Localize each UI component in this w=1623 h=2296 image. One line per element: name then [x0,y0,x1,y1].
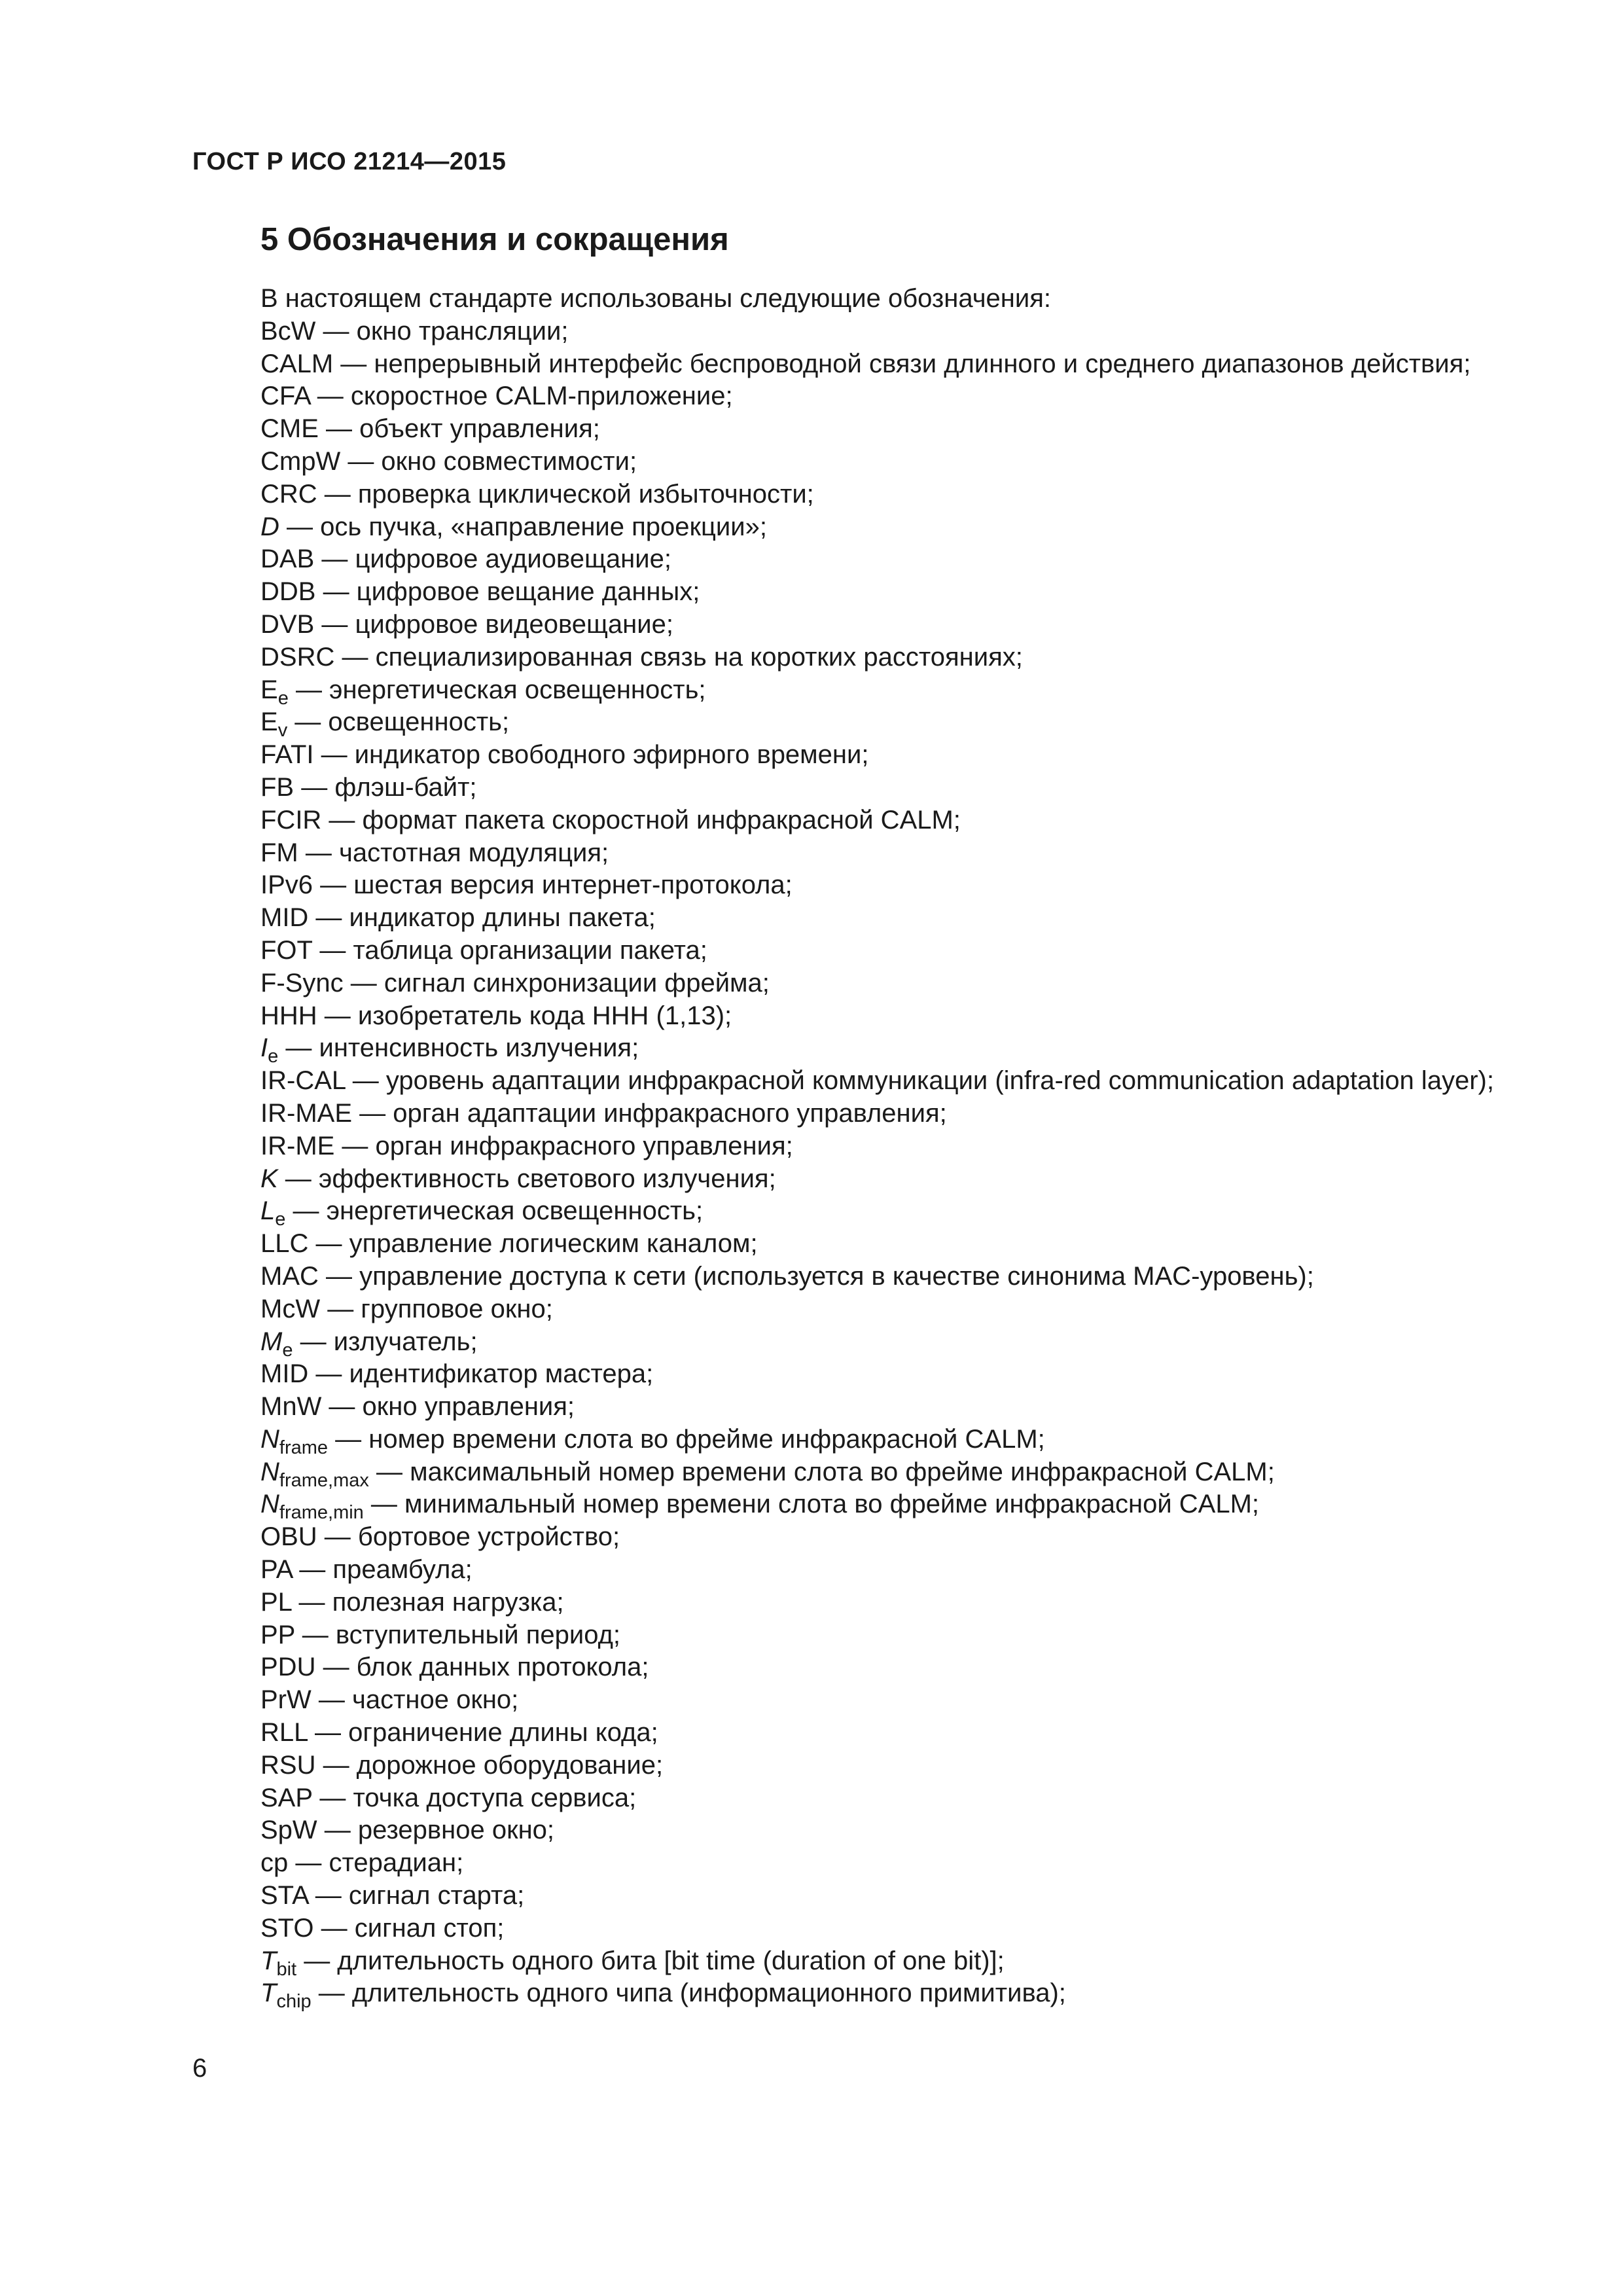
symbol-subscript: e [282,1339,293,1361]
abbreviation-item: MAC — управление доступа к сети (используется в качестве синонима MAC-уровень); [260,1261,1314,1291]
abbreviation-item: FOT — таблица организации пакета; [260,935,707,965]
abbreviation-item: PA — преамбула; [260,1555,473,1585]
abbreviation-item: PP — вступительный период; [260,1620,621,1649]
symbol: T [260,1946,277,1975]
abbreviation-item: FCIR — формат пакета скоростной инфракрасной CALM; [260,805,961,834]
symbol-subscript: chip [276,1991,312,2013]
abbreviation-item: SAP — точка доступа сервиса; [260,1783,637,1812]
symbol: E [260,708,278,737]
abbreviation-item: CME — объект управления; [260,414,600,444]
abbreviation-item: PrW — частное окно; [260,1685,519,1715]
intro-text: В настоящем стандарте использованы следующие обозначения: [260,284,1052,313]
abbreviation-item [192,1195,1501,1228]
definition: — излучатель; [293,1327,478,1356]
symbol: E [260,675,278,704]
abbreviation-item: IR-MAE — орган адаптации инфракрасного управления; [260,1098,947,1128]
definition: — максимальный номер времени слота во фрейме инфракрасной CALM; [368,1457,1275,1486]
definition: — номер времени слота во фрейме инфракрасной CALM; [328,1424,1045,1454]
definition: — минимальный номер времени слота во фрейме инфракрасной CALM; [363,1490,1260,1519]
abbreviation-item: HHH — изобретатель кода HHH (1,13); [260,1001,732,1030]
page-number: 6 [192,2054,207,2083]
abbreviation-item: MID — индикатор длины пакета; [260,903,656,933]
symbol: M [260,1327,283,1356]
abbreviation-item [192,1977,1501,2013]
section-title: 5 Обозначения и сокращения [260,222,729,257]
abbreviation-item [192,1032,1501,1065]
symbol-subscript: frame [279,1437,329,1458]
abbreviation-item: FM — частотная модуляция; [260,838,609,867]
abbreviation-item: SpW — резервное окно; [260,1816,555,1845]
abbreviation-item: F-Sync — сигнал синхронизации фрейма; [260,968,770,997]
symbol: N [260,1457,279,1486]
symbol-subscript: e [275,1209,286,1230]
symbol-subscript: e [277,687,289,709]
symbol: L [260,1196,276,1226]
abbreviation-item: IR-ME — орган инфракрасного управления; [260,1131,793,1160]
abbreviation-item: OBU — бортовое устройство; [260,1522,620,1552]
abbreviation-item [192,1456,1501,1489]
abbreviation-item [192,1488,1501,1524]
abbreviation-item: McW — групповое окно; [260,1294,553,1323]
definition: — ось пучка, «направление проекции»; [279,512,767,541]
abbreviation-item: DDB — цифровое вещание данных; [260,577,700,607]
abbreviation-item: ср — стерадиан; [260,1848,464,1878]
definition: — длительность одного бита [bit time (duration of one bit)]; [296,1946,1005,1975]
definition: — энергетическая освещенность; [285,1196,704,1226]
abbreviation-item: RLL — ограничение длины кода; [260,1718,658,1748]
abbreviations-list [192,283,1501,2013]
symbol: N [260,1490,279,1519]
abbreviation-item [192,511,1501,544]
abbreviation-item: CmpW — окно совместимости; [260,446,637,476]
abbreviation-item: MnW — окно управления; [260,1392,575,1422]
document-code: ГОСТ Р ИСО 21214—2015 [192,148,507,175]
abbreviation-item: IR-CAL — уровень адаптации инфракрасной коммуникации (infra-red communication adaptation layer); [260,1066,1494,1096]
symbol-subscript: frame,min [279,1502,364,1524]
definition: — интенсивность излучения; [278,1033,639,1063]
definition: — освещенность; [287,708,510,737]
symbol: T [260,1979,277,2008]
symbol: N [260,1424,279,1454]
symbol-subscript: v [277,720,288,742]
abbreviation-item [192,674,1501,707]
abbreviation-item: DAB — цифровое аудиовещание; [260,545,671,574]
symbol-subscript: frame,max [279,1469,369,1491]
symbol-subscript: bit [276,1958,297,1980]
abbreviation-item: DSRC — специализированная связь на коротких расстояниях; [260,642,1023,672]
symbol: I [260,1033,268,1063]
abbreviation-item: FB — флэш-байт; [260,772,477,802]
abbreviation-item: CALM — непрерывный интерфейс беспроводной связи длинного и среднего диапазонов действия; [260,349,1471,378]
abbreviation-item [192,706,1501,742]
symbol: K [260,1164,278,1193]
definition: — энергетическая освещенность; [288,675,706,704]
abbreviation-item: BcW — окно трансляции; [260,316,569,346]
abbreviation-item: DVB — цифровое видеовещание; [260,609,673,639]
definition: — эффективность светового излучения; [277,1164,776,1193]
abbreviation-item: CFA — скоростное CALM-приложение; [260,382,733,411]
abbreviation-item [192,1945,1501,1978]
terms-container [192,315,1501,2013]
abbreviation-item: STO — сигнал стоп; [260,1913,505,1943]
abbreviation-item [192,1424,1501,1456]
abbreviation-item: IPv6 — шестая версия интернет-протокола; [260,870,793,900]
symbol-subscript: e [268,1046,279,1067]
abbreviation-item: PL — полезная нагрузка; [260,1587,564,1617]
abbreviation-item: PDU — блок данных протокола; [260,1653,649,1682]
abbreviation-item: MID — идентификатор мастера; [260,1359,654,1389]
symbol: D [260,512,279,541]
abbreviation-item: FATI — индикатор свободного эфирного времени; [260,740,869,770]
abbreviation-item: STA — сигнал старта; [260,1881,525,1910]
abbreviation-item [192,1326,1501,1359]
definition: — длительность одного чипа (информационного примитива); [311,1979,1066,2008]
abbreviation-item: CRC — проверка циклической избыточности; [260,479,814,509]
abbreviation-item [192,1163,1501,1196]
abbreviation-item: RSU — дорожное оборудование; [260,1750,664,1780]
abbreviation-item: LLC — управление логическим каналом; [260,1229,758,1259]
